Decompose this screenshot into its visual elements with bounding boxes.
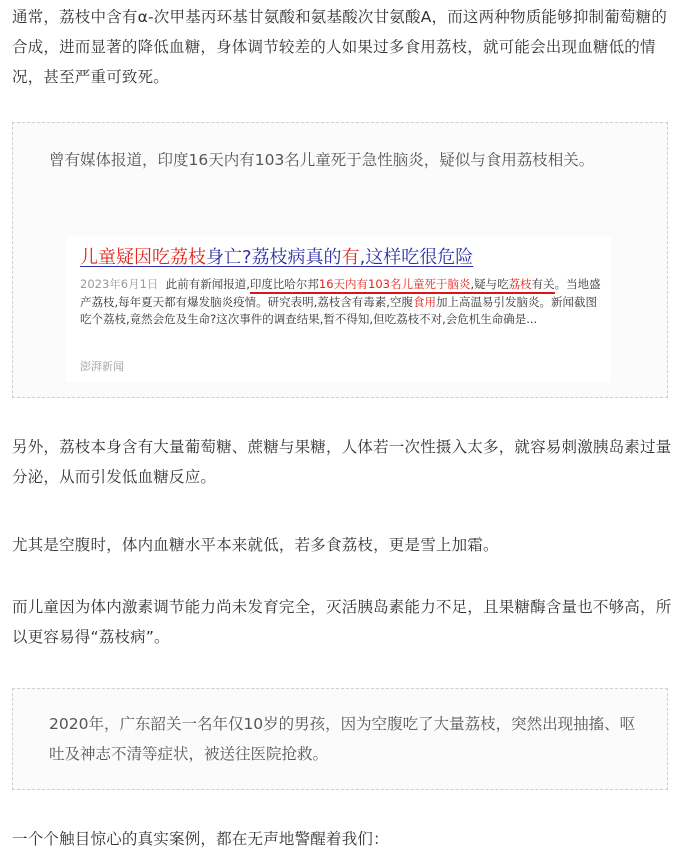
news-snippet-underlined-hl: 16天内有103名儿童死于脑炎 [318,277,471,291]
news-screenshot [66,236,611,382]
news-snippet-c: 加上高温易引发脑炎。新闻截图 吃个荔枝,竟然会危及生命?这次事件的调查结果,暂不得知,但吃荔枝不对,会危机生命确是... [80,294,597,326]
news-source: 澎湃新闻 [80,360,124,373]
news-date: 2023年6月1日 [80,277,159,291]
news-snippet-a: 此前有新闻报道, [165,277,250,291]
news-title-part-3: 身亡?荔枝病真的 [206,247,342,268]
news-snippet-underlined-hl2: 荔枝 [508,277,532,291]
news-snippet-underlined [250,277,555,294]
paragraph-intro: 通常，荔枝中含有α-次甲基丙环基甘氨酸和氨基酸次甘氨酸A，而这两种物质能够抑制葡萄糖的合成，进而显著的降低血糖，身体调节较差的人如果过多食用荔枝，就可能会出现血糖低的情况，甚至严重可致死。 [12,8,668,86]
quote-text-guangdong: 2020年，广东韶关一名年仅10岁的男孩，因为空腹吃了大量荔枝，突然出现抽搐、呕吐及神志不清等症状，被送往医院抢救。 [49,715,636,763]
news-snippet-underlined-a: 印度比哈尔邦 [249,277,319,291]
paragraph-children: 而儿童因为体内激素调节能力尚未发育完全，灭活胰岛素能力不足，且果糖酶含量也不够高，所以更容易得“荔枝病”。 [12,598,672,646]
news-title-part-2: 荔枝 [170,247,206,268]
news-snippet-hl3: 食用 [412,294,436,309]
news-title-part-5: ,这样吃很危险 [359,247,474,268]
quote-box-guangdong [12,688,668,790]
news-snippet-underlined-b: ,疑与吃 [470,277,509,291]
paragraph-empty-stomach: 尤其是空腹时，体内血糖水平本来就低，若多食荔枝，更是雪上加霜。 [12,536,499,554]
quote-text-india: 曾有媒体报道，印度16天内有103名儿童死于急性脑炎，疑似与食用荔枝相关。 [49,151,595,169]
news-title-part-4: 有 [341,247,360,268]
paragraph-sugar: 另外，荔枝本身含有大量葡萄糖、蔗糖与果糖，人体若一次性摄入太多，就容易刺激胰岛素过量分泌，从而引发低血糖反应。 [12,438,672,486]
news-snippet-underlined-c: 有关 [531,277,555,291]
news-snippet-b: 。当地盛产荔枝,每年夏天都有爆发脑炎疫情。研究表明,荔枝含有毒素,空腹 [80,277,601,309]
news-title-part-1: 儿童疑因吃 [80,247,170,268]
news-snippet [80,276,608,329]
paragraph-cases: 一个个触目惊心的真实案例，都在无声地警醒着我们： [12,830,389,848]
news-title [80,246,473,270]
